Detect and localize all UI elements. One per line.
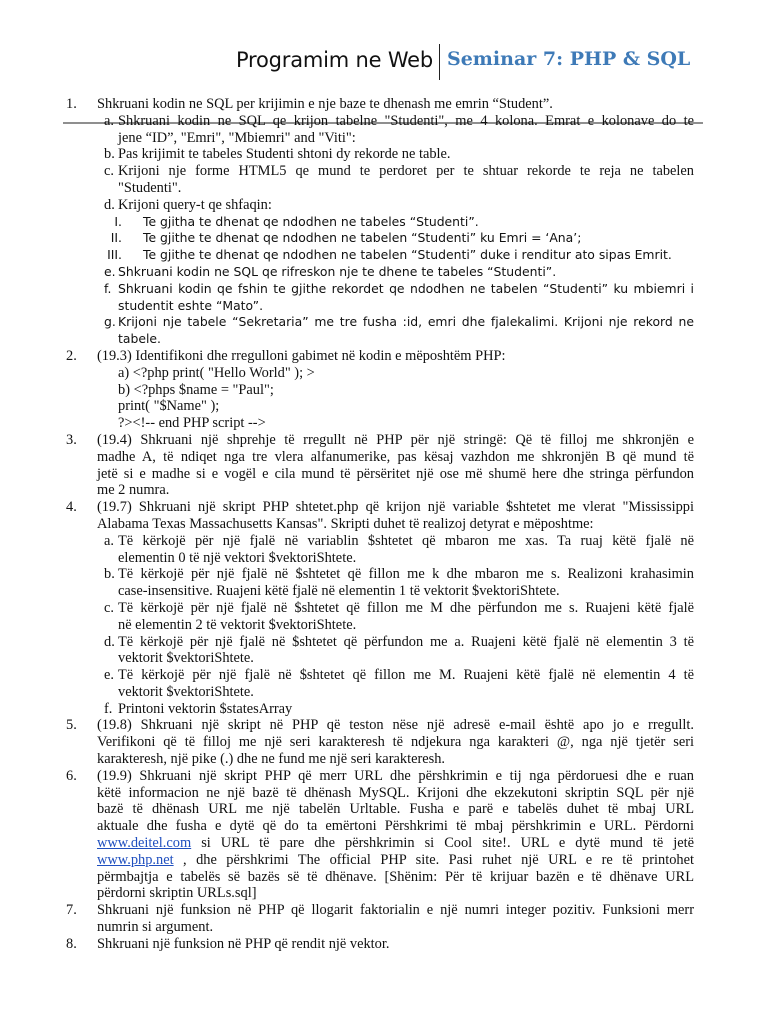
list-item-line: jetë si e madhe si e vogël e cila mund të përsëritet një ose më shumë here dhe stringa përfundon (97, 465, 694, 482)
code-line: a) <?php print( "Hello World" ); > (118, 364, 315, 381)
list-item-line: Alabama Texas Massachusetts Kansas". Skripti duhet të realizoj detyrat e mëposhtme: (97, 515, 594, 532)
list-item-line: përmbajtja e tabelës së bazës së të dhënave. [Shënim: Për të krijuar bazën e të dhënave URL (97, 868, 694, 885)
item-marker: d. (104, 633, 115, 650)
list-item: d. Krijoni query-t qe shfaqin: (104, 196, 272, 213)
seminar-title: Seminar 7: PHP & SQL (447, 48, 691, 70)
list-item-line: bazë të dhënash URL me një tabelën Urltable. Fusha e parë e tabelës duhet të mbaj URL (97, 801, 694, 818)
list-item-line: vektorit $vektoriShtete. (118, 683, 254, 700)
list-item-line: në elementin 2 të vektorit $vektoriShtete. (118, 616, 357, 633)
list-item-line: aktuale dhe fusha e dytë që do ta emërtoni Përshkrimi të mbaj përshkrimin e URL. Përdorni (97, 818, 694, 835)
list-item: 6. (19.9) Shkruani një skript PHP që merr URL dhe përshkrimin e tij nga përdoruesi dhe e ruan (66, 767, 694, 784)
list-item: f. Shkruani kodin qe fshin te gjithe rekordet qe ndodhen ne tabelen “Studenti” ku mbiemri i (104, 280, 694, 296)
item-marker: a. (104, 112, 114, 129)
list-item-line: elementin 0 të një vektori $vektoriShtete. (118, 549, 357, 566)
list-item-line: "Studenti". (118, 179, 182, 196)
item-number: 4. (66, 499, 77, 516)
item-marker: e. (104, 263, 116, 279)
list-item: g. Krijoni nje tabele “Sekretaria” me tre fusha :id, emri dhe fjalekalimi. Krijoni nje rekord ne (104, 314, 694, 330)
list-item: e. Të kërkojë për një fjalë në $shtetet që fillon me M. Ruajeni këtë fjalë në elementin 4 të (104, 667, 694, 684)
list-item-line: tabele. (118, 331, 161, 347)
list-item: b. Të kërkojë për një fjalë në $shtetet që fillon me k dhe mbaron me s. Realizoni krahasimin (104, 566, 694, 583)
item-marker: b. (104, 566, 115, 583)
item-number: 7. (66, 902, 77, 919)
list-item-line: www.php.net , dhe përshkrimi The official PHP site. Pasi ruhet një URL e re të printohet (97, 851, 694, 868)
list-item: 4. (19.7) Shkruani një skript PHP shtetet.php që krijon një variable $shtetet me vlerat "Mississippi (66, 499, 694, 516)
item-marker: c. (104, 599, 114, 616)
exercise-list (66, 96, 694, 953)
list-item: II. Te gjithe te dhenat qe ndodhen ne tabelen “Studenti” ku Emri = ‘Ana’; (66, 230, 694, 247)
list-item-line: madhe A, të ndiqet nga tre vlera alfanumerike, pas kësaj vazhdon me shkronjën B që mund të (97, 448, 694, 465)
list-item: b. Pas krijimit te tabeles Studenti shtoni dy rekorde ne table. (104, 146, 451, 163)
item-marker: III. (107, 247, 122, 263)
list-item: d. Të kërkojë për një fjalë në $shtetet që përfundon me a. Ruajeni këtë fjalë në elementin 3 të (104, 633, 694, 650)
list-item-line: case-insensitive. Ruajeni këtë fjalë në elementin 1 të vektorit $vektoriShtete. (118, 583, 560, 600)
code-line: ?><!-- end PHP script --> (118, 415, 266, 432)
list-item-line: jene “ID”, "Emri", "Mbiemri" and "Viti": (118, 129, 356, 146)
list-item: 7. Shkruani një funksion në PHP që llogarit faktorialin e një numri integer pozitiv. Funksioni merr (66, 902, 694, 919)
php-net-link[interactable]: www.php.net (97, 851, 174, 868)
list-item: e. Shkruani kodin ne SQL qe rifreskon nje te dhene te tabeles “Studenti”. (104, 263, 557, 279)
list-item-line: numrin si argument. (97, 919, 214, 936)
item-number: 3. (66, 431, 77, 448)
list-item: c. Të kërkojë për një fjalë në $shtetet që fillon me M dhe përfundon me s. Ruajeni këtë fjalë (104, 599, 694, 616)
list-item: 1. Shkruani kodin ne SQL per krijimin e nje baze te dhenash me emrin “Student”. (66, 96, 553, 112)
item-marker: II. (110, 230, 122, 246)
list-item: 3. (19.4) Shkruani një shprehje të rregullt në PHP për një stringë: Që të filloj me shkronjën e (66, 431, 694, 448)
list-item: a. Të kërkojë për një fjalë në variablin $shtetet që mbaron me xas. Ta ruaj këtë fjalë në (104, 532, 694, 549)
list-item: 2. (19.3) Identifikoni dhe rregulloni gabimet në kodin e mëposhtëm PHP: (66, 347, 506, 364)
item-marker: b. (104, 146, 115, 163)
header-divider (439, 44, 440, 80)
list-item-line: vektorit $vektoriShtete. (118, 650, 254, 667)
list-item: a. Shkruani kodin ne SQL qe krijon tabelne "Studenti", me 4 kolona. Emrat e kolonave do te (104, 112, 694, 129)
item-marker: d. (104, 196, 115, 213)
list-item-line: me 2 numra. (97, 482, 170, 499)
item-marker: e. (104, 667, 114, 684)
item-number: 1. (66, 96, 77, 112)
item-marker: I. (114, 213, 122, 229)
list-item-line: Verifikoni që të filloj me një seri karakteresh të ndjekura nga karakteri @, nga një tjetër seri (97, 734, 694, 751)
page-header (0, 44, 768, 84)
list-item: c. Krijoni nje forme HTML5 qe mund te perdoret per te shtuar rekorde te reja ne tabelen (104, 163, 694, 180)
item-marker: f. (104, 700, 113, 717)
item-number: 5. (66, 717, 77, 734)
item-marker: a. (104, 532, 114, 549)
item-marker: g. (104, 314, 116, 330)
code-line: b) <?phps $name = "Paul"; (118, 381, 274, 398)
item-number: 8. (66, 935, 77, 952)
deitel-link[interactable]: www.deitel.com (97, 835, 192, 852)
list-item: 8. Shkruani një funksion në PHP që rendit një vektor. (66, 935, 390, 952)
list-item-line: karakteresh, një pike (.) dhe ne fund me një seri karakteresh. (97, 751, 446, 768)
list-item-line: studentit eshte “Mato”. (118, 297, 264, 313)
list-item-line: përdorni skriptin URLs.sql] (97, 885, 257, 902)
list-item: 5. (19.8) Shkruani një skript në PHP që teston nëse një adresë e-mail është apo jo e rregullt. (66, 717, 694, 734)
item-marker: f. (104, 280, 112, 296)
list-item: I. Te gjitha te dhenat qe ndodhen ne tabeles “Studenti”. (66, 214, 694, 231)
course-title: Programim ne Web (235, 48, 433, 72)
code-line: print( "$Name" ); (118, 398, 220, 415)
list-item: III. Te gjithe te dhenat qe ndodhen ne tabelen “Studenti” duke i renditur ato sipas Emrit. (66, 247, 694, 264)
item-number: 2. (66, 347, 77, 364)
list-item-line: këtë informacion ne një bazë të dhënash MySQL. Krijoni dhe ekzekutoni skriptin SQL për një (97, 784, 694, 801)
list-item-line: www.deitel.com si URL të pare dhe përshkrimin si Cool site!. URL e dytë mund të jetë (97, 835, 694, 852)
list-item: f. Printoni vektorin $statesArray (104, 700, 293, 717)
item-marker: c. (104, 163, 114, 180)
item-number: 6. (66, 767, 77, 784)
